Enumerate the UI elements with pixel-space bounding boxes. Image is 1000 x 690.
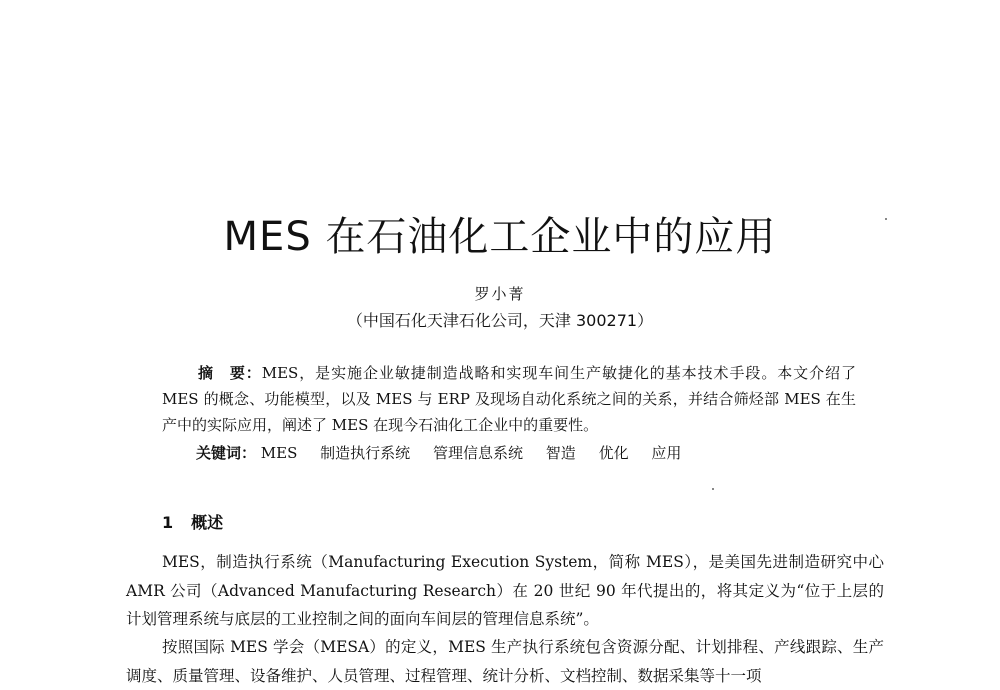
body-paragraph: MES，制造执行系统（Manufacturing Execution System，简称 MES），是美国先进制造研究中心 AMR 公司（Advanced Manufacturing Research）在 20 世纪 90 年代提出的，将其定义为“位于上层的计划管理系统与底层的工业控制之间的面向车间层的管理信息系统”。 xyxy=(126,553,884,628)
keyword-item: MES xyxy=(260,444,298,462)
section-heading xyxy=(162,510,223,533)
keywords-label: 关键词： xyxy=(196,444,257,462)
scan-speck xyxy=(885,218,887,220)
author-affiliation: （中国石化天津石化公司，天津 300271） xyxy=(346,311,654,330)
author-name: 罗小菁 xyxy=(474,285,526,303)
keyword-item: 管理信息系统 xyxy=(432,444,523,462)
keyword-item: 优化 xyxy=(598,444,629,462)
section-number: 1 xyxy=(162,513,174,532)
paper-title: MES 在石油化工企业中的应用 xyxy=(223,214,777,260)
section-title: 概述 xyxy=(191,513,224,532)
keyword-item: 制造执行系统 xyxy=(320,444,411,462)
keyword-item: 应用 xyxy=(651,444,682,462)
scan-speck xyxy=(712,488,714,490)
abstract-label: 摘 要： xyxy=(198,364,262,382)
abstract-text: MES，是实施企业敏捷制造战略和实现车间生产敏捷化的基本技术手段。本文介绍了 MES 的概念、功能模型，以及 MES 与 ERP 及现场自动化系统之间的关系，并结合筛烃部 MES 在生产中的实际应用，阐述了 MES 在现今石油化工企业中的重要性。 xyxy=(162,364,856,434)
body-paragraph: 按照国际 MES 学会（MESA）的定义，MES 生产执行系统包含资源分配、计划排程、产线跟踪、生产调度、质量管理、设备维护、人员管理、过程管理、统计分析、文档控制、数据采集等十一项 xyxy=(126,638,884,685)
keywords xyxy=(196,440,856,466)
keyword-item: 智造 xyxy=(545,444,576,462)
abstract xyxy=(162,360,856,438)
